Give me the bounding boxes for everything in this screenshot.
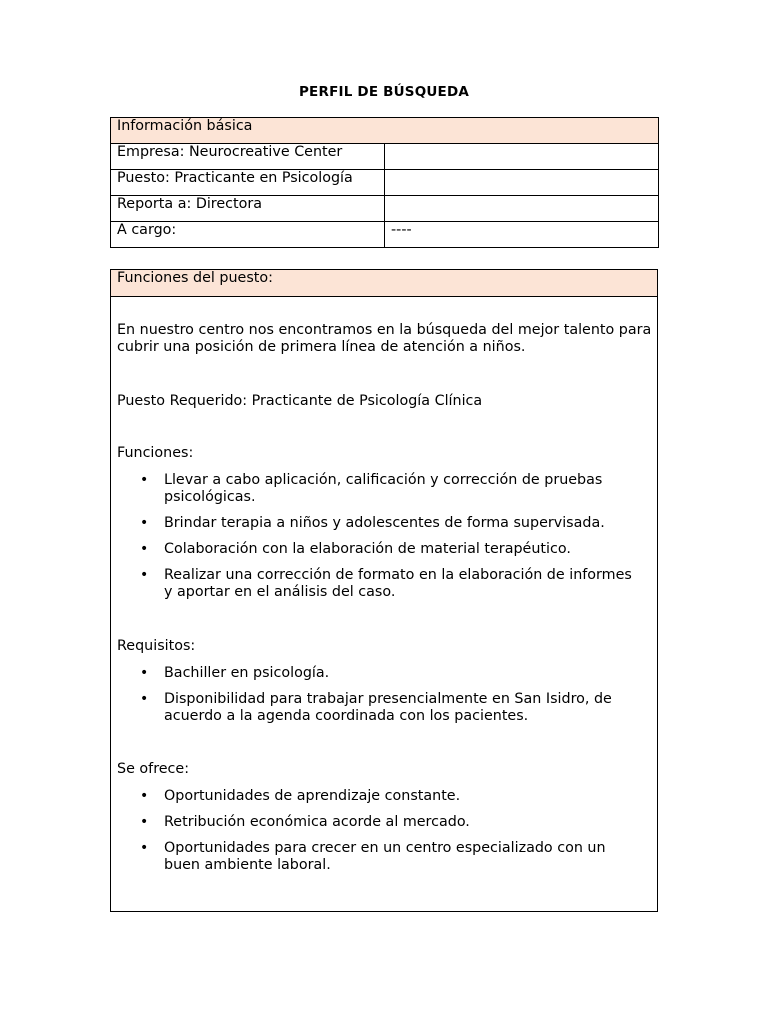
- bullet-icon: •: [140, 567, 149, 583]
- offer-label: Se ofrece:: [117, 761, 190, 777]
- table-row: [111, 144, 659, 170]
- list-item: • Realizar una corrección de formato en la elaboración de informes y aportar en el análisis del caso.: [140, 567, 632, 600]
- bullet-icon: •: [140, 541, 149, 557]
- company-value: [385, 144, 659, 170]
- list-item: • Disponibilidad para trabajar presencialmente en San Isidro, de acuerdo a la agenda coordinada con los pacientes.: [140, 691, 612, 724]
- list-item: • Oportunidades para crecer en un centro especializado con un buen ambiente laboral.: [140, 840, 606, 873]
- reports-to-label: Reporta a: Directora: [111, 196, 385, 222]
- list-item: • Brindar terapia a niños y adolescentes de forma supervisada.: [140, 515, 605, 531]
- page-title: PERFIL DE BÚSQUEDA: [298, 84, 470, 100]
- bullet-icon: •: [140, 788, 149, 804]
- bullet-icon: •: [140, 515, 149, 531]
- bullet-icon: •: [140, 472, 149, 488]
- intro-paragraph: En nuestro centro nos encontramos en la búsqueda del mejor talento para cubrir una posición de primera línea de atención a niños.: [117, 322, 652, 355]
- list-item: • Bachiller en psicología.: [140, 665, 330, 681]
- functions-box: [110, 269, 658, 912]
- offer-list: [111, 788, 651, 883]
- functions-header: Funciones del puesto:: [111, 270, 657, 297]
- basic-info-header: Información básica: [111, 118, 659, 144]
- list-item: • Retribución económica acorde al mercado.: [140, 814, 470, 830]
- bullet-icon: •: [140, 840, 149, 856]
- basic-info-header-row: [111, 118, 659, 144]
- position-label: Puesto: Practicante en Psicología: [111, 170, 385, 196]
- table-row: [111, 196, 659, 222]
- list-item: • Llevar a cabo aplicación, calificación y corrección de pruebas psicológicas.: [140, 472, 603, 505]
- company-label: Empresa: Neurocreative Center: [111, 144, 385, 170]
- functions-list: [111, 472, 651, 610]
- requirements-list: [111, 665, 651, 734]
- position-required: Puesto Requerido: Practicante de Psicología Clínica: [117, 393, 483, 409]
- in-charge-value: ----: [385, 222, 659, 248]
- bullet-icon: •: [140, 665, 149, 681]
- bullet-icon: •: [140, 691, 149, 707]
- list-item: • Oportunidades de aprendizaje constante.: [140, 788, 461, 804]
- reports-to-value: [385, 196, 659, 222]
- functions-label: Funciones:: [117, 445, 194, 461]
- basic-info-table: [110, 117, 659, 248]
- in-charge-label: A cargo:: [111, 222, 385, 248]
- bullet-icon: •: [140, 814, 149, 830]
- table-row: [111, 170, 659, 196]
- requirements-label: Requisitos:: [117, 638, 196, 654]
- position-value: [385, 170, 659, 196]
- list-item: • Colaboración con la elaboración de material terapéutico.: [140, 541, 571, 557]
- table-row: [111, 222, 659, 248]
